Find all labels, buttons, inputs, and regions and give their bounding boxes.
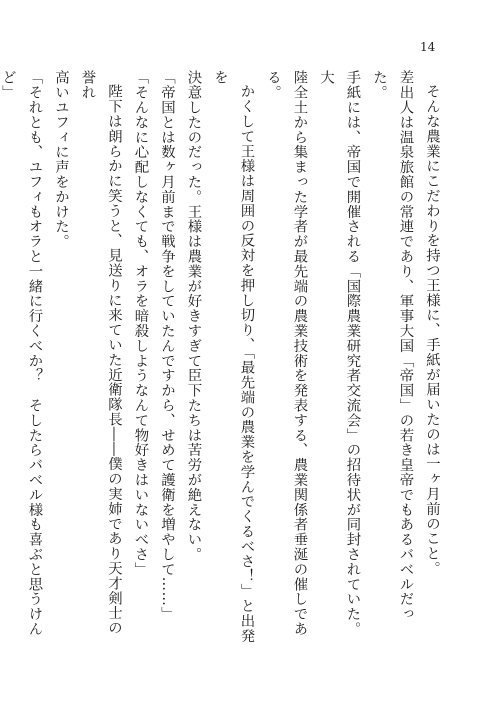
text-line: 決意したのだった。王様は農業が好きすぎて臣下たちは苦労が絶えない。 [185,70,202,562]
text-line: そんな農業にこだわりを持つ王様に、手紙が届いたのは一ヶ月前のこと。 [424,84,440,577]
vertical-text-body [0,70,445,645]
text-line: 陸全土から集まった学者が最先端の農業技術を発表する、農業関係者垂涎の催しである。 [265,70,308,637]
text-line: 「帝国とは数ヶ月前まで戦争をしていたんですから、せめて護衛を増やして……」 [159,70,175,622]
text-line: 陛下は朗らかに笑うと、見送りに来ていた近衛隊長――僕の実姉であり天才剣士の誉れ [79,70,122,636]
text-line: かくして王様は周囲の反対を押し切り、「最先端の農業を学んでくるべさ！」と出発を [212,70,255,644]
text-line: 手紙には、帝国で開催される「国際農業研究者交流会」の招待状が同封されていた。大 [318,70,361,637]
text-line: 「それとも、ユフィもオラと一緒に行くべか？ そしたらバベル様も喜ぶと思うけんど」 [0,70,43,637]
text-line: 差出人は温泉旅館の常連であり、軍事大国「帝国」の若き皇帝でもあるバベルだった。 [371,70,414,622]
text-line: 「そんなに心配しなくても、オラを暗殺しようなんて物好きはいないべさ」 [132,70,149,577]
text-line: 高いユフィに声をかけた。 [53,70,69,249]
page-number: 14 [420,40,436,54]
